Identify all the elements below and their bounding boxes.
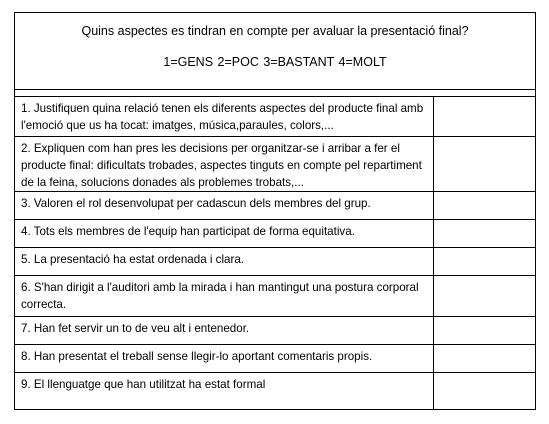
score-cell[interactable] <box>434 276 535 316</box>
header-spacer <box>15 90 535 97</box>
criterion-text: 2. Expliquen com han pres les decisions per organitzar-se i arribar a fer el producte final: dificultats trobades, aspectes tinguts en compte pel repartiment de la feina, solucions donades als problemes trobats,... <box>15 137 434 191</box>
criterion-row <box>15 137 535 192</box>
criterion-text: 3. Valoren el rol desenvolupat per cadascun dels membres del grup. <box>15 192 434 219</box>
evaluation-table <box>14 12 536 410</box>
criterion-text: 9. El llenguatge que han utilitzat ha estat formal <box>15 373 434 409</box>
rating-scale-legend: 1=GENS 2=POC 3=BASTANT 4=MOLT <box>163 55 387 69</box>
score-cell[interactable] <box>434 97 535 136</box>
criterion-text: 8. Han presentat el treball sense llegir-lo aportant comentaris propis. <box>15 345 434 372</box>
score-cell[interactable] <box>434 220 535 247</box>
criterion-text: 6. S'han dirigit a l'auditori amb la mirada i han mantingut una postura corporal correcta. <box>15 276 434 316</box>
score-cell[interactable] <box>434 248 535 275</box>
criterion-row <box>15 248 535 276</box>
criterion-row <box>15 97 535 137</box>
score-cell[interactable] <box>434 137 535 191</box>
evaluation-question: Quins aspectes es tindran en compte per avaluar la presentació final? <box>81 24 469 38</box>
criterion-row <box>15 276 535 317</box>
table-header <box>15 13 535 90</box>
score-cell[interactable] <box>434 373 535 409</box>
score-cell[interactable] <box>434 345 535 372</box>
criterion-row <box>15 345 535 373</box>
criterion-text: 5. La presentació ha estat ordenada i clara. <box>15 248 434 275</box>
criterion-row <box>15 220 535 248</box>
criterion-row <box>15 192 535 220</box>
score-cell[interactable] <box>434 192 535 219</box>
criterion-text: 7. Han fet servir un to de veu alt i entenedor. <box>15 317 434 344</box>
criterion-row <box>15 317 535 345</box>
criterion-text: 4. Tots els membres de l'equip han participat de forma equitativa. <box>15 220 434 247</box>
criterion-text: 1. Justifiquen quina relació tenen els diferents aspectes del producte final amb l'emoció que us ha tocat: imatges, música,paraules, colors,... <box>15 97 434 136</box>
score-cell[interactable] <box>434 317 535 344</box>
criterion-row <box>15 373 535 409</box>
